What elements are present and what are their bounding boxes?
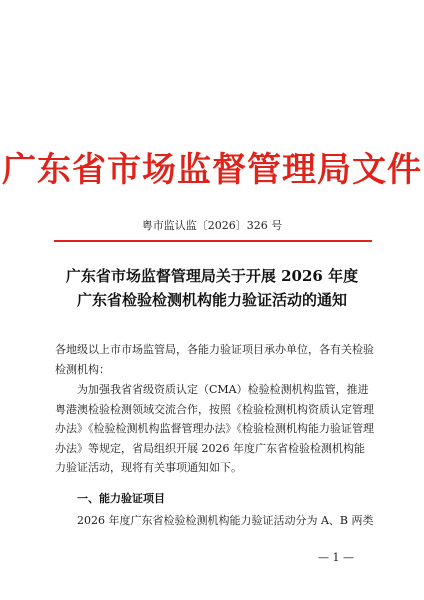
document-masthead: 广东省市场监督管理局文件 bbox=[2, 150, 422, 190]
section-1-paragraph: 2026 年度广东省检验检测机构能力验证活动分为 A、B 两类 bbox=[77, 514, 374, 527]
document-title bbox=[40, 264, 384, 312]
page-number: — 1 — bbox=[318, 551, 354, 564]
document-number: 粤市监认监〔2026〕326 号 bbox=[141, 219, 283, 232]
title-line-2: 广东省检验检测机构能力验证活动的通知 bbox=[76, 291, 347, 309]
intro-paragraph: 为加强我省省级资质认定（CMA）检验检测机构监管，推进粤港澳检验检测领域交流合作，按照《检验检测机构资质认定管理办法》《检验检测机构监督管理办法》《检验检测机构能力验证管理办法》等规定，省局组织开展 2026 年度广东省检验检测机构能力验证活动，现将有关事项通知如下。 bbox=[55, 383, 374, 474]
title-line-1: 广东省市场监督管理局关于开展 2026 年度 bbox=[65, 267, 359, 285]
red-divider-line bbox=[54, 240, 372, 242]
addressee-paragraph: 各地级以上市市场监管局，各能力验证项目承办单位，各有关检验检测机构： bbox=[55, 343, 374, 376]
section-heading-1: 一、能力验证项目 bbox=[77, 492, 165, 505]
